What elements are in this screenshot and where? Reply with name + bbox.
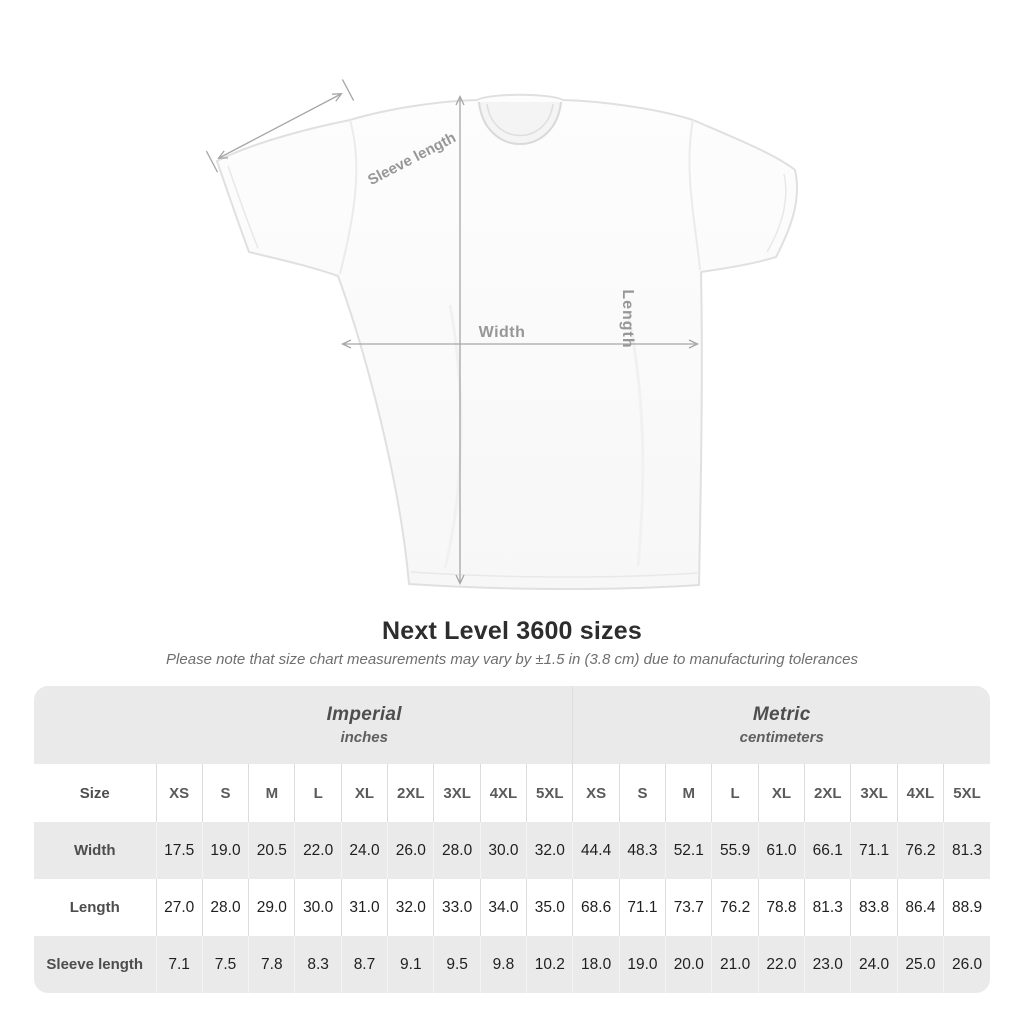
length-metric-value: 68.6 — [573, 879, 619, 936]
width-row — [34, 822, 990, 879]
size-header-imperial-xs: XS — [156, 764, 202, 822]
size-header-imperial-3xl: 3XL — [434, 764, 480, 822]
sleeve-metric-value: 25.0 — [897, 936, 943, 993]
row-label-length: Length — [69, 899, 120, 916]
length-metric-value: 86.4 — [897, 879, 943, 936]
imperial-label: Imperial — [326, 704, 402, 725]
size-header-imperial-l: L — [295, 764, 341, 822]
sleeve-metric-value: 24.0 — [851, 936, 897, 993]
size-header-metric-3xl: 3XL — [851, 764, 897, 822]
width-imperial-value: 19.0 — [202, 822, 248, 879]
sleeve-imperial-value: 7.1 — [156, 936, 202, 993]
length-metric-value: 78.8 — [758, 879, 804, 936]
size-header-metric-5xl: 5XL — [944, 764, 990, 822]
sleeve-imperial-value: 7.5 — [202, 936, 248, 993]
imperial-group-header — [156, 686, 573, 764]
size-header-metric-s: S — [619, 764, 665, 822]
size-chart-table — [34, 686, 990, 993]
sleeve-imperial-value: 8.7 — [341, 936, 387, 993]
width-metric-value: 66.1 — [805, 822, 851, 879]
width-metric-value: 76.2 — [897, 822, 943, 879]
width-metric-value: 81.3 — [944, 822, 990, 879]
sleeve-imperial-value: 7.8 — [249, 936, 295, 993]
width-metric-value: 44.4 — [573, 822, 619, 879]
width-imperial-value: 24.0 — [341, 822, 387, 879]
width-imperial-value: 17.5 — [156, 822, 202, 879]
width-imperial-value: 26.0 — [388, 822, 434, 879]
width-metric-value: 55.9 — [712, 822, 758, 879]
sleeve-imperial-value: 10.2 — [527, 936, 573, 993]
length-imperial-value: 32.0 — [388, 879, 434, 936]
sleeve-length-label: Sleeve length — [365, 129, 459, 189]
sleeve-metric-value: 19.0 — [619, 936, 665, 993]
size-header-imperial-2xl: 2XL — [388, 764, 434, 822]
length-imperial-value: 29.0 — [249, 879, 295, 936]
length-metric-value: 88.9 — [944, 879, 990, 936]
metric-group-header — [573, 686, 990, 764]
size-header-imperial-s: S — [202, 764, 248, 822]
size-header-imperial-5xl: 5XL — [527, 764, 573, 822]
size-header-imperial-m: M — [249, 764, 295, 822]
imperial-unit: inches — [340, 729, 388, 746]
width-metric-value: 52.1 — [666, 822, 712, 879]
tshirt-illustration — [217, 95, 797, 589]
size-header-metric-4xl: 4XL — [897, 764, 943, 822]
width-imperial-value: 30.0 — [480, 822, 526, 879]
width-imperial-value: 20.5 — [249, 822, 295, 879]
metric-label: Metric — [752, 704, 811, 725]
sleeve-metric-value: 18.0 — [573, 936, 619, 993]
sleeve-metric-value: 26.0 — [944, 936, 990, 993]
length-metric-value: 73.7 — [666, 879, 712, 936]
sleeve-imperial-value: 9.1 — [388, 936, 434, 993]
width-metric-value: 61.0 — [758, 822, 804, 879]
length-metric-value: 71.1 — [619, 879, 665, 936]
length-imperial-value: 35.0 — [527, 879, 573, 936]
width-metric-value: 48.3 — [619, 822, 665, 879]
row-label-sleeve-length: Sleeve length — [46, 956, 144, 973]
size-header-imperial-xl: XL — [341, 764, 387, 822]
length-imperial-value: 33.0 — [434, 879, 480, 936]
length-imperial-value: 27.0 — [156, 879, 202, 936]
metric-unit: centimeters — [739, 729, 824, 746]
size-header-metric-xl: XL — [758, 764, 804, 822]
length-imperial-value: 34.0 — [480, 879, 526, 936]
length-imperial-value: 28.0 — [202, 879, 248, 936]
size-header-imperial-4xl: 4XL — [480, 764, 526, 822]
tshirt-diagram — [150, 50, 870, 610]
length-imperial-value: 31.0 — [341, 879, 387, 936]
corner-cell — [34, 686, 156, 764]
sleeve-metric-value: 21.0 — [712, 936, 758, 993]
size-chart-card — [34, 686, 990, 993]
page-subtitle: Please note that size chart measurements may vary by ±1.5 in (3.8 cm) due to manufacturing tolerances — [166, 651, 858, 668]
sleeve-imperial-value: 9.5 — [434, 936, 480, 993]
sleeve-length-row — [34, 936, 990, 993]
length-metric-value: 83.8 — [851, 879, 897, 936]
length-imperial-value: 30.0 — [295, 879, 341, 936]
width-imperial-value: 22.0 — [295, 822, 341, 879]
length-label: Length — [619, 289, 636, 349]
width-label: Width — [478, 324, 526, 341]
sleeve-imperial-value: 9.8 — [480, 936, 526, 993]
size-header-metric-xs: XS — [573, 764, 619, 822]
width-imperial-value: 32.0 — [527, 822, 573, 879]
row-label-width: Width — [73, 842, 116, 859]
sleeve-imperial-value: 8.3 — [295, 936, 341, 993]
size-header-metric-l: L — [712, 764, 758, 822]
sleeve-metric-value: 23.0 — [805, 936, 851, 993]
page-title: Next Level 3600 sizes — [382, 617, 642, 645]
size-header-row — [34, 764, 990, 822]
size-header-metric-2xl: 2XL — [805, 764, 851, 822]
width-imperial-value: 28.0 — [434, 822, 480, 879]
length-row — [34, 879, 990, 936]
width-metric-value: 71.1 — [851, 822, 897, 879]
sleeve-metric-value: 22.0 — [758, 936, 804, 993]
size-header-metric-m: M — [666, 764, 712, 822]
sleeve-metric-value: 20.0 — [666, 936, 712, 993]
size-column-header: Size — [34, 764, 156, 822]
length-metric-value: 76.2 — [712, 879, 758, 936]
unit-group-row — [34, 686, 990, 764]
length-metric-value: 81.3 — [805, 879, 851, 936]
